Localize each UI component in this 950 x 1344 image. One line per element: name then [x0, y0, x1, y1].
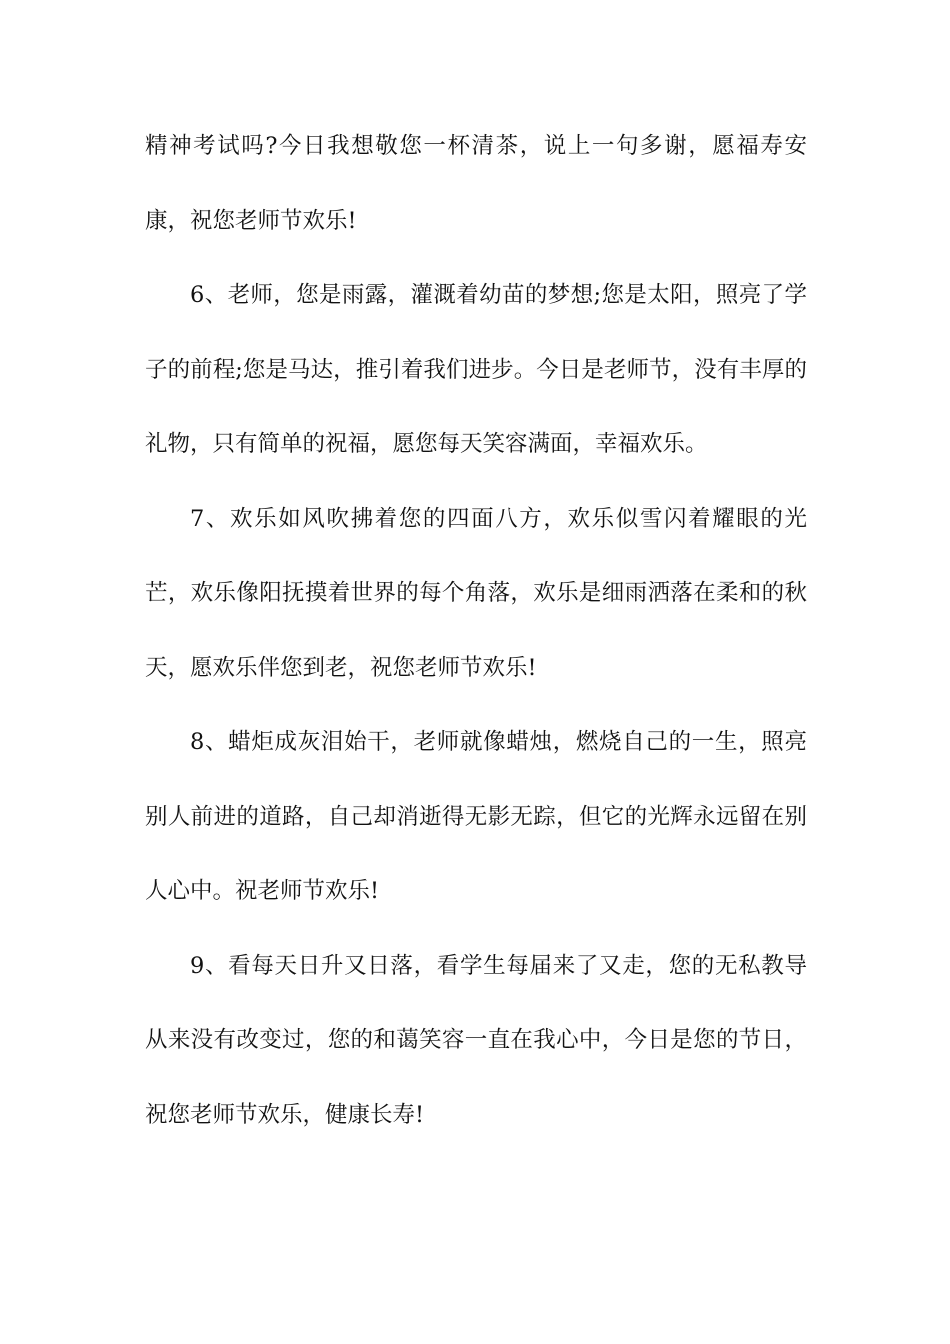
- paragraph-8: 8、蜡炬成灰泪始干，老师就像蜡烛，燃烧自己的一生，照亮别人前进的道路，自己却消逝得无影无踪，但它的光辉永远留在别人心中。祝老师节欢乐!: [145, 729, 807, 904]
- paragraph-continuation: 精神考试吗?今日我想敬您一杯清茶，说上一句多谢，愿福寿安康，祝您老师节欢乐!: [145, 133, 807, 234]
- paragraph-7: 7、欢乐如风吹拂着您的四面八方，欢乐似雪闪着耀眼的光芒，欢乐像阳抚摸着世界的每个角落，欢乐是细雨洒落在柔和的秋天，愿欢乐伴您到老，祝您老师节欢乐!: [145, 505, 807, 681]
- paragraph-6: 6、老师，您是雨露，灌溉着幼苗的梦想;您是太阳，照亮了学子的前程;您是马达，推引着我们进步。今日是老师节，没有丰厚的礼物，只有简单的祝福，愿您每天笑容满面，幸福欢乐。: [145, 282, 807, 457]
- document-body: [145, 109, 807, 1152]
- paragraph-9: 9、看每天日升又日落，看学生每届来了又走，您的无私教导从来没有改变过，您的和蔼笑容一直在我心中，今日是您的节日，祝您老师节欢乐，健康长寿!: [145, 952, 807, 1128]
